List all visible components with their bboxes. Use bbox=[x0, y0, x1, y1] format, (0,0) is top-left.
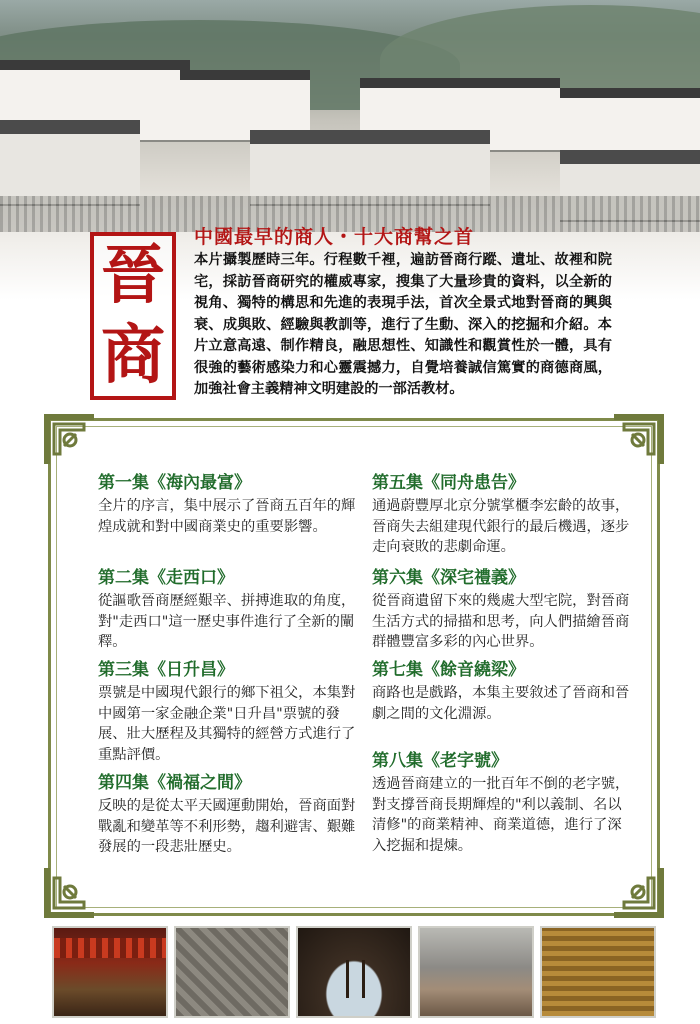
episode-title: 第五集《同舟患告》 bbox=[372, 473, 525, 493]
ornament-corner-icon bbox=[610, 864, 668, 922]
seal-char-2: 商 bbox=[101, 318, 165, 393]
episode-title: 第二集《走西口》 bbox=[98, 568, 234, 588]
ornament-corner-icon bbox=[40, 410, 98, 468]
seal-char-1: 晉 bbox=[101, 238, 165, 313]
photo-arched-gate bbox=[296, 926, 412, 1018]
episode-title: 第八集《老字號》 bbox=[372, 751, 508, 771]
episode-4 bbox=[98, 772, 360, 858]
intro-title: 中國最早的商人・十大商幫之首 bbox=[194, 226, 475, 248]
episode-desc: 透過晉商建立的一批百年不倒的老字號，對支撐晉商長期輝煌的"利以義制、名以清修"的商業精神、商業道德，進行了深入挖掘和提煉。 bbox=[372, 776, 630, 854]
photo-pavilion bbox=[418, 926, 534, 1018]
episode-title: 第四集《禍福之間》 bbox=[98, 773, 251, 793]
photo-courtyard-lanterns bbox=[52, 926, 168, 1018]
episode-desc: 從晉商遺留下來的幾處大型宅院，對晉商生活方式的掃描和思考，向人們描繪晉商群體豐富多彩的內心世界。 bbox=[372, 593, 630, 650]
house bbox=[0, 120, 140, 204]
episode-desc: 反映的是從太平天國運動開始，晉商面對戰亂和變革等不利形勢，趨利避害、艱難發展的一段悲壯歷史。 bbox=[98, 798, 356, 855]
jinshang-seal bbox=[90, 232, 176, 400]
episode-1 bbox=[98, 472, 360, 537]
house bbox=[560, 88, 700, 154]
ornament-corner-icon bbox=[40, 864, 98, 922]
episode-3 bbox=[98, 659, 360, 765]
episode-desc: 全片的序言，集中展示了晉商五百年的輝煌成就和對中國商業史的重要影響。 bbox=[98, 498, 356, 535]
episode-5 bbox=[372, 472, 634, 558]
house bbox=[250, 130, 490, 204]
episode-title: 第六集《深宅禮義》 bbox=[372, 568, 525, 588]
ornament-corner-icon bbox=[610, 410, 668, 468]
episode-desc: 商路也是戲路，本集主要敘述了晉商和晉劇之間的文化淵源。 bbox=[372, 685, 630, 722]
photo-golden-plaques bbox=[540, 926, 656, 1018]
episode-desc: 票號是中國現代銀行的鄉下祖父，本集對中國第一家金融企業"日升昌"票號的發展、壯大歷程及其獨特的經營方式進行了重點評價。 bbox=[98, 685, 356, 763]
episode-8 bbox=[372, 750, 634, 856]
episode-7 bbox=[372, 659, 634, 724]
photo-carved-screen bbox=[174, 926, 290, 1018]
episode-2 bbox=[98, 567, 360, 653]
episode-desc: 通過蔚豐厚北京分號掌櫃李宏齡的故事，晉商失去組建現代銀行的最后機遇，逐步走向衰敗的悲劇命運。 bbox=[372, 498, 630, 555]
episode-title: 第三集《日升昌》 bbox=[98, 660, 234, 680]
episode-desc: 從謳歌晉商歷經艱辛、拼搏進取的角度，對"走西口"這一歷史事件進行了全新的闡釋。 bbox=[98, 593, 356, 650]
episode-title: 第七集《餘音繞梁》 bbox=[372, 660, 525, 680]
episode-title: 第一集《海內最富》 bbox=[98, 473, 251, 493]
intro-body: 本片攝製歷時三年。行程數千裡，遍訪晉商行蹤、遺址、故裡和院宅，採訪晉商研究的權威專家，搜集了大量珍貴的資料，以全新的視角、獨特的構思和先進的表現手法，首次全景式地對晉商的興與衰、成與敗、經驗與教訓等，進行了生動、深入的挖掘和介紹。本片立意高遠、制作精良，融思想性、知識性和觀賞性於一體，具有很強的藝術感染力和心靈震撼力，自覺培養誠信篤實的商德商風，加強社會主義精神文明建設的一部活教材。 bbox=[194, 252, 612, 397]
episode-6 bbox=[372, 567, 634, 653]
